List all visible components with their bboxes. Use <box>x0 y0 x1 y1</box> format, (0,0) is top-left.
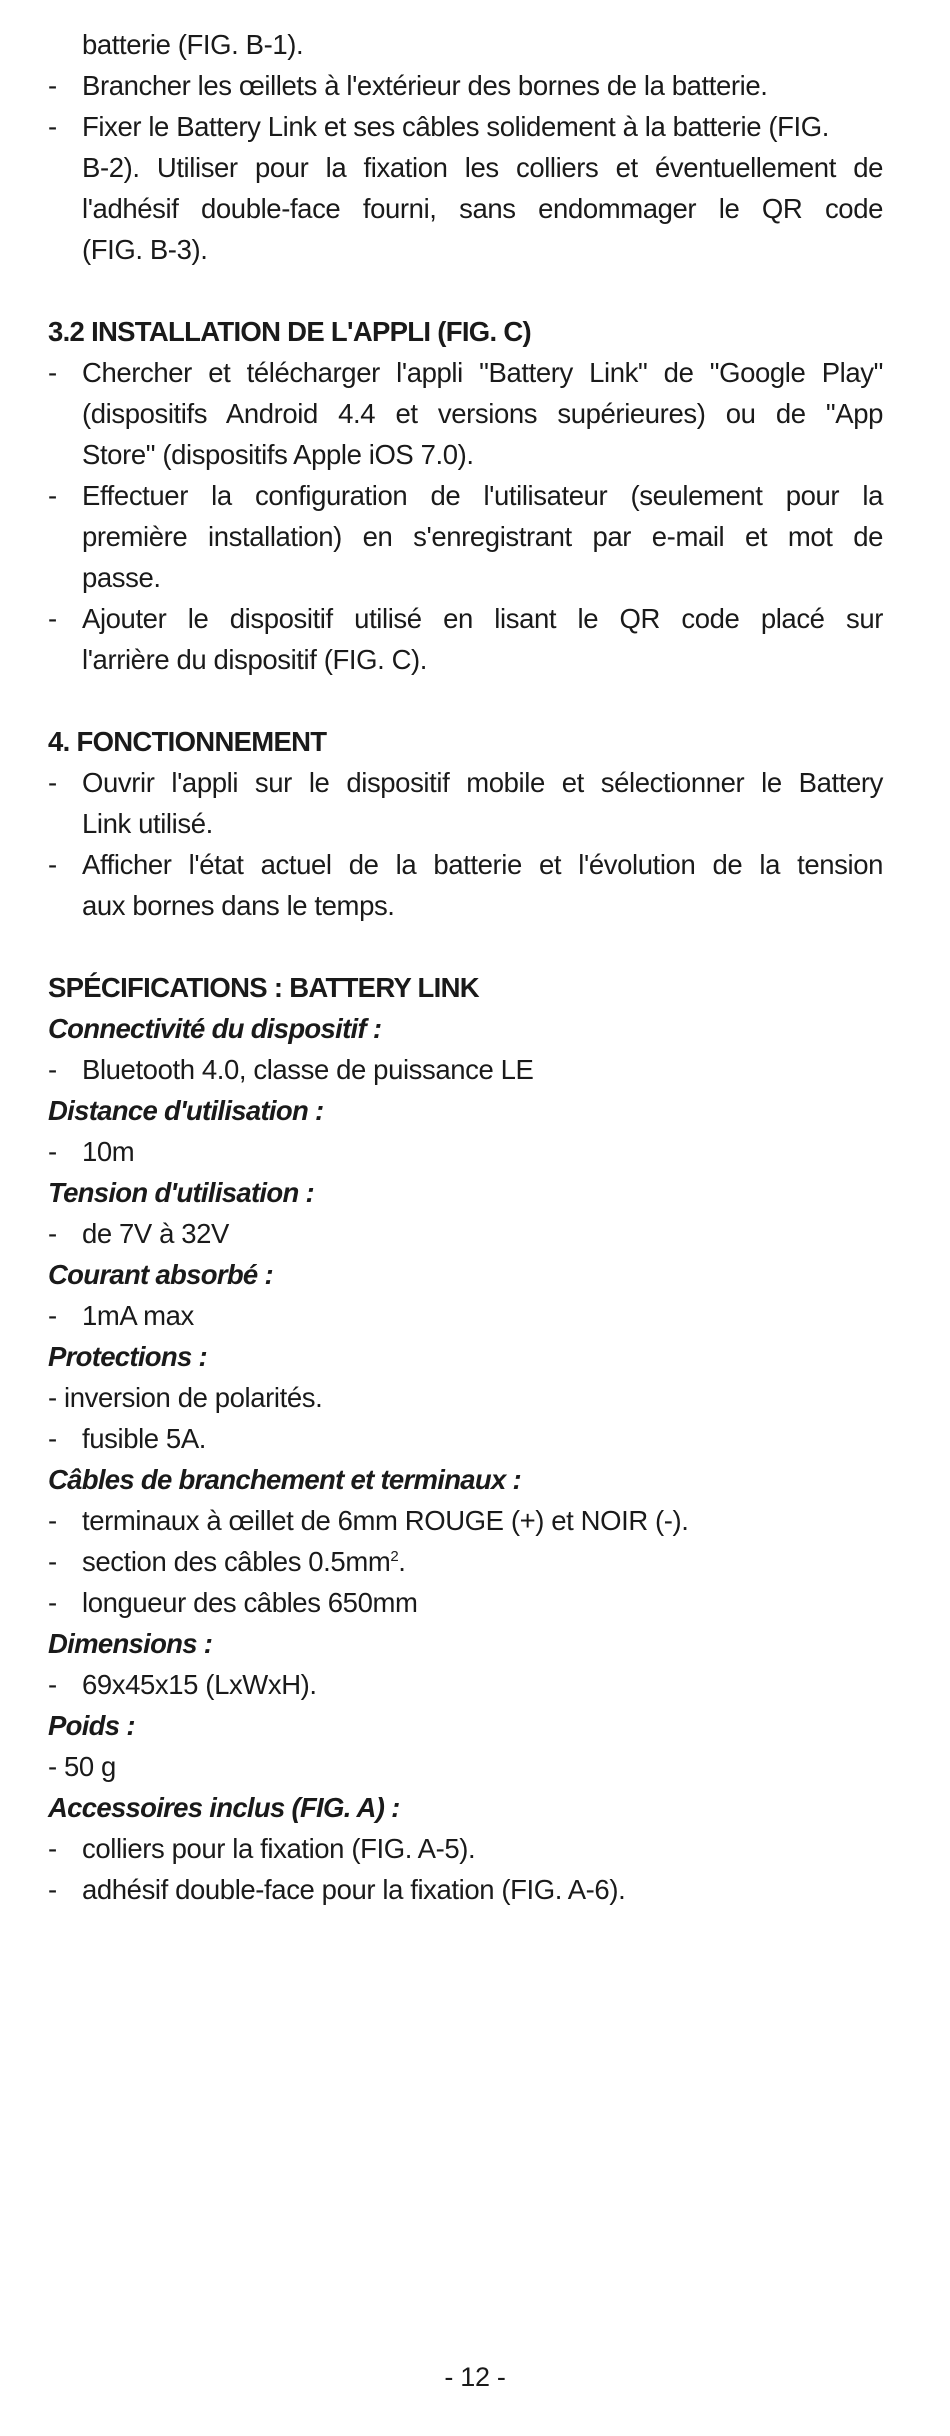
bullet-dash: - <box>48 1136 57 1167</box>
install-continued-line: batterie (FIG. B-1). <box>82 29 304 60</box>
bullet-dash: - <box>48 1546 57 1577</box>
spec-label-distance: Distance d'utilisation : <box>48 1095 324 1126</box>
spacer <box>48 680 883 721</box>
spec-value-dimensions: - 69x45x15 (LxWxH). <box>48 1664 883 1705</box>
cable-section-period: . <box>398 1546 406 1577</box>
bullet-dash: - <box>48 1833 57 1864</box>
install-item-3-cont: l'adhésif double-face fourni, sans endommager le QR code <box>82 193 883 224</box>
spec-label-dimensions: Dimensions : <box>48 1628 213 1659</box>
bullet-dash: - <box>48 1218 57 1249</box>
operation-item-1-cont: Link utilisé. <box>82 808 213 839</box>
spec-value-voltage: - de 7V à 32V <box>48 1213 883 1254</box>
spec-label-protections: Protections : <box>48 1341 207 1372</box>
spec-value-distance: - 10m <box>48 1131 883 1172</box>
spacer <box>48 926 883 967</box>
app-item-2: - Effectuer la configuration de l'utilisateur (seulement pour la <box>48 475 883 516</box>
bullet-dash: - <box>48 603 57 634</box>
spec-value-accessories-2: - adhésif double-face pour la fixation (FIG. A-6). <box>48 1869 883 1910</box>
spec-value-cables-2 <box>48 1541 883 1582</box>
spec-value-current: - 1mA max <box>48 1295 883 1336</box>
install-item-2: - Brancher les œillets à l'extérieur des bornes de la batterie. <box>48 65 883 106</box>
operation-item-1: - Ouvrir l'appli sur le dispositif mobile et sélectionner le Battery <box>48 762 883 803</box>
spec-value-cables-3: - longueur des câbles 650mm <box>48 1582 883 1623</box>
manual-page-body <box>48 24 883 1910</box>
bullet-dash: - <box>48 480 57 511</box>
spec-label-connectivity: Connectivité du dispositif : <box>48 1013 382 1044</box>
bullet-dash: - <box>48 767 57 798</box>
spec-value-accessories-1: - colliers pour la fixation (FIG. A-5). <box>48 1828 883 1869</box>
spec-label-current: Courant absorbé : <box>48 1259 273 1290</box>
spec-value-weight: - 50 g <box>48 1751 116 1782</box>
app-item-1-cont: (dispositifs Android 4.4 et versions supérieures) ou de "App <box>82 398 883 429</box>
spec-label-voltage: Tension d'utilisation : <box>48 1177 314 1208</box>
operation-item-2: - Afficher l'état actuel de la batterie et l'évolution de la tension <box>48 844 883 885</box>
spacer <box>48 270 883 311</box>
spec-value-connectivity: - Bluetooth 4.0, classe de puissance LE <box>48 1049 883 1090</box>
app-item-2-cont: première installation) en s'enregistrant par e-mail et mot de <box>82 521 883 552</box>
bullet-dash: - <box>48 1587 57 1618</box>
cable-section-text: section des câbles 0.5mm <box>82 1546 391 1577</box>
operation-item-2-cont: aux bornes dans le temps. <box>82 890 395 921</box>
bullet-dash: - <box>48 1423 57 1454</box>
app-item-2-cont: passe. <box>82 562 161 593</box>
install-item-3-cont: B-2). Utiliser pour la fixation les colliers et éventuellement de <box>82 152 883 183</box>
section-heading-app-install: 3.2 INSTALLATION DE L'APPLI (FIG. C) <box>48 316 531 347</box>
bullet-dash: - <box>48 1054 57 1085</box>
superscript-squared: 2 <box>390 1547 399 1565</box>
bullet-dash: - <box>48 1669 57 1700</box>
spec-value-cables-1: - terminaux à œillet de 6mm ROUGE (+) et NOIR (-). <box>48 1500 883 1541</box>
app-item-3: - Ajouter le dispositif utilisé en lisant le QR code placé sur <box>48 598 883 639</box>
bullet-dash: - <box>48 111 57 142</box>
spec-value-protections-2: - fusible 5A. <box>48 1418 883 1459</box>
app-item-1-cont: Store" (dispositifs Apple iOS 7.0). <box>82 439 474 470</box>
spec-label-accessories: Accessoires inclus (FIG. A) : <box>48 1792 400 1823</box>
section-heading-operation: 4. FONCTIONNEMENT <box>48 726 327 757</box>
bullet-dash: - <box>48 357 57 388</box>
install-item-3-cont: (FIG. B-3). <box>82 234 208 265</box>
spec-label-cables: Câbles de branchement et terminaux : <box>48 1464 521 1495</box>
spec-label-weight: Poids : <box>48 1710 135 1741</box>
section-heading-specs: SPÉCIFICATIONS : BATTERY LINK <box>48 972 479 1003</box>
app-item-1: - Chercher et télécharger l'appli "Battery Link" de "Google Play" <box>48 352 883 393</box>
app-item-3-cont: l'arrière du dispositif (FIG. C). <box>82 644 428 675</box>
page-number: - 12 - <box>444 2362 506 2392</box>
bullet-dash: - <box>48 1300 57 1331</box>
spec-value-protections-1: - inversion de polarités. <box>48 1382 323 1413</box>
bullet-dash: - <box>48 1874 57 1905</box>
bullet-dash: - <box>48 849 57 880</box>
install-item-3: - Fixer le Battery Link et ses câbles solidement à la batterie (FIG. <box>48 106 883 147</box>
bullet-dash: - <box>48 70 57 101</box>
bullet-dash: - <box>48 1505 57 1536</box>
